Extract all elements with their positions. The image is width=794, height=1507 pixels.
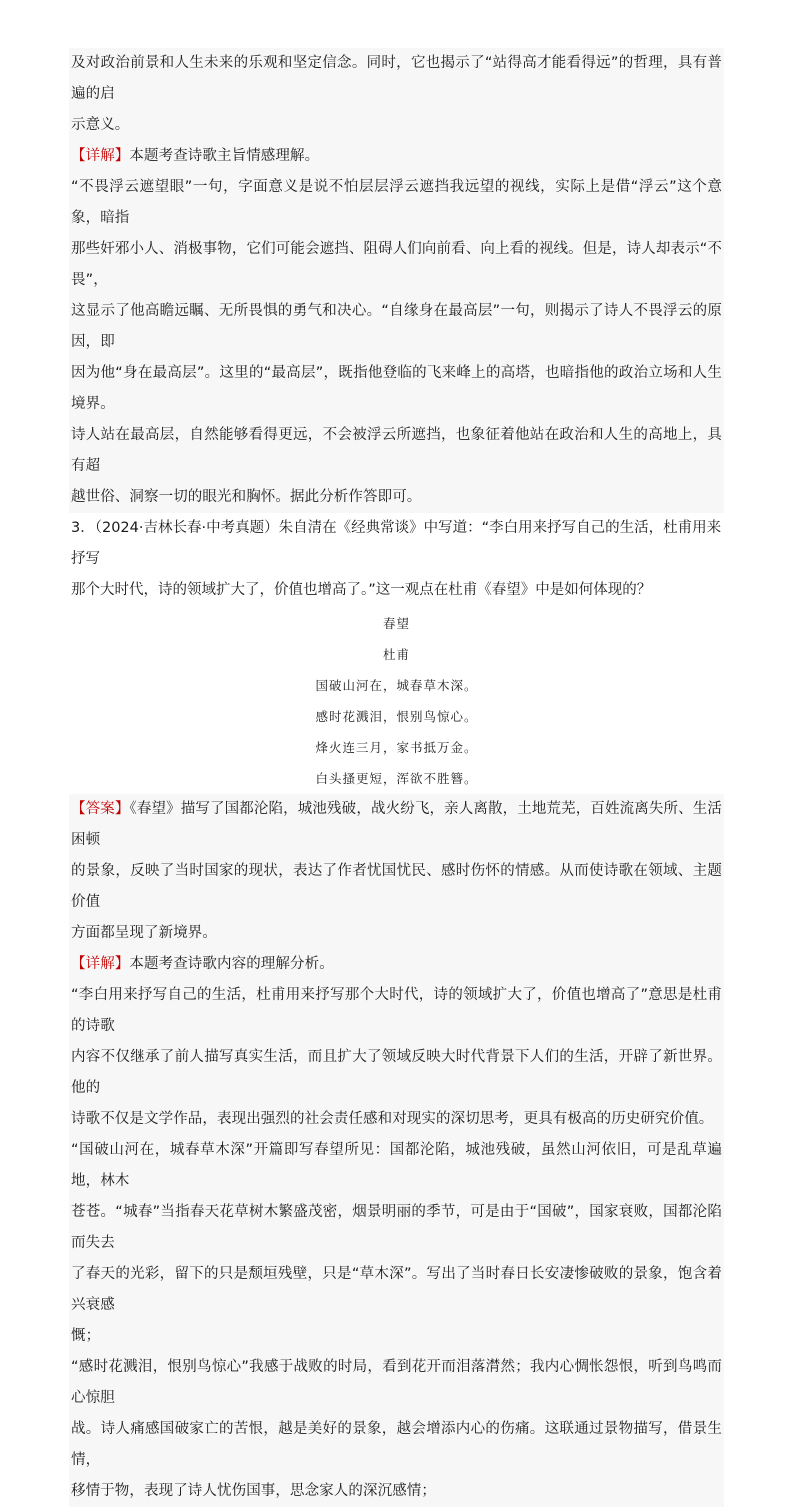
detail-line: 那些奸邪小人、消极事物，它们可能会遮挡、阻碍人们向前看、向上看的视线。但是，诗人却表示“不畏”， xyxy=(71,241,722,288)
poem-block xyxy=(69,606,724,794)
detail-line: 苍苍。“城春”当指春天花草树木繁盛茂密，烟景明丽的季节，可是由于“国破”，国家衰败，国都沦陷而失去 xyxy=(71,1204,722,1251)
answer-tag: 【答案】 xyxy=(71,801,130,817)
detail-line: “不畏浮云遮望眼”一句，字面意义是说不怕层层浮云遮挡我远望的视线，实际上是借“浮云”这个意象，暗指 xyxy=(71,179,722,226)
detail-line: “李白用来抒写自己的生活，杜甫用来抒写那个大时代，诗的领域扩大了，价值也增高了”意思是杜甫的诗歌 xyxy=(71,987,722,1034)
detail-summary: 本题考查诗歌内容的理解分析。 xyxy=(129,956,334,972)
detail-line: 慨； xyxy=(71,1328,101,1344)
question-line: 3．（2024·吉林长春·中考真题）朱自清在《经典常谈》中写道：“李白用来抒写自己的生活，杜甫用来抒写 xyxy=(71,520,722,567)
detail-line: 移情于物，表现了诗人忧伤国事，思念家人的深沉感情； xyxy=(71,1483,436,1499)
detail-line: 这显示了他高瞻远瞩、无所畏惧的勇气和决心。“自缘身在最高层”一句，则揭示了诗人不畏浮云的原因，即 xyxy=(71,303,722,350)
detail-line: 诗人站在最高层，自然能够看得更远，不会被浮云所遮挡，也象征着他站在政治和人生的高地上，具有超 xyxy=(71,427,722,474)
answer-block xyxy=(69,794,724,1507)
poem-line: 国破山河在，城春草木深。 xyxy=(315,678,478,693)
question-3 xyxy=(69,513,724,606)
detail-tag: 【详解】 xyxy=(71,956,130,972)
poem-line: 感时花溅泪，恨别鸟惊心。 xyxy=(315,709,478,724)
detail-line: 战。诗人痛感国破家亡的苦恨，越是美好的景象，越会增添内心的伤痛。这联通过景物描写，借景生情， xyxy=(71,1421,722,1468)
poem-title: 春望 xyxy=(382,616,410,631)
analysis-line: 及对政治前景和人生未来的乐观和坚定信念。同时，它也揭示了“站得高才能看得远”的哲理，具有普遍的启 xyxy=(71,55,722,102)
answer-line: 方面都呈现了新境界。 xyxy=(71,925,217,941)
detail-line: 越世俗、洞察一切的眼光和胸怀。据此分析作答即可。 xyxy=(71,489,422,505)
detail-line: “国破山河在，城春草木深”开篇即写春望所见：国都沦陷，城池残破，虽然山河依旧，可是乱草遍地，林木 xyxy=(71,1142,722,1189)
poem-author: 杜甫 xyxy=(382,647,410,662)
detail-heading xyxy=(69,949,724,980)
detail-summary: 本题考查诗歌主旨情感理解。 xyxy=(129,148,320,164)
detail-line: 因为他“身在最高层”。这里的“最高层”，既指他登临的飞来峰上的高塔，也暗指他的政治立场和人生境界。 xyxy=(71,365,722,412)
poem-line: 烽火连三月，家书抵万金。 xyxy=(315,740,478,755)
document-page xyxy=(69,48,724,1507)
analysis-continuation xyxy=(69,48,724,513)
detail-line: “感时花溅泪，恨别鸟惊心”我感于战败的时局，看到花开而泪落潸然；我内心惆怅怨恨，听到鸟鸣而心惊胆 xyxy=(71,1359,722,1406)
poem-line: 白头搔更短，浑欲不胜簪。 xyxy=(315,771,478,786)
answer-heading xyxy=(69,794,724,856)
answer-line: 的景象，反映了当时国家的现状，表达了作者忧国忧民、感时伤怀的情感。从而使诗歌在领域、主题价值 xyxy=(71,863,722,910)
answer-text: 《春望》描写了国都沦陷，城池残破，战火纷飞，亲人离散，土地荒芜，百姓流离失所、生活困顿 xyxy=(71,801,722,848)
detail-line: 了春天的光彩，留下的只是颓垣残壁，只是“草木深”。写出了当时春日长安凄惨破败的景象，饱含着兴衰感 xyxy=(71,1266,722,1313)
analysis-line: 示意义。 xyxy=(71,117,130,133)
detail-tag: 【详解】 xyxy=(71,148,130,164)
question-line: 那个大时代，诗的领域扩大了，价值也增高了。”这一观点在杜甫《春望》中是如何体现的？ xyxy=(71,582,652,598)
detail-heading xyxy=(69,141,724,172)
detail-line: 诗歌不仅是文学作品，表现出强烈的社会责任感和对现实的深切思考，更具有极高的历史研究价值。 xyxy=(71,1111,714,1127)
detail-line: 内容不仅继承了前人描写真实生活，而且扩大了领域反映大时代背景下人们的生活，开辟了新世界。他的 xyxy=(71,1049,722,1096)
